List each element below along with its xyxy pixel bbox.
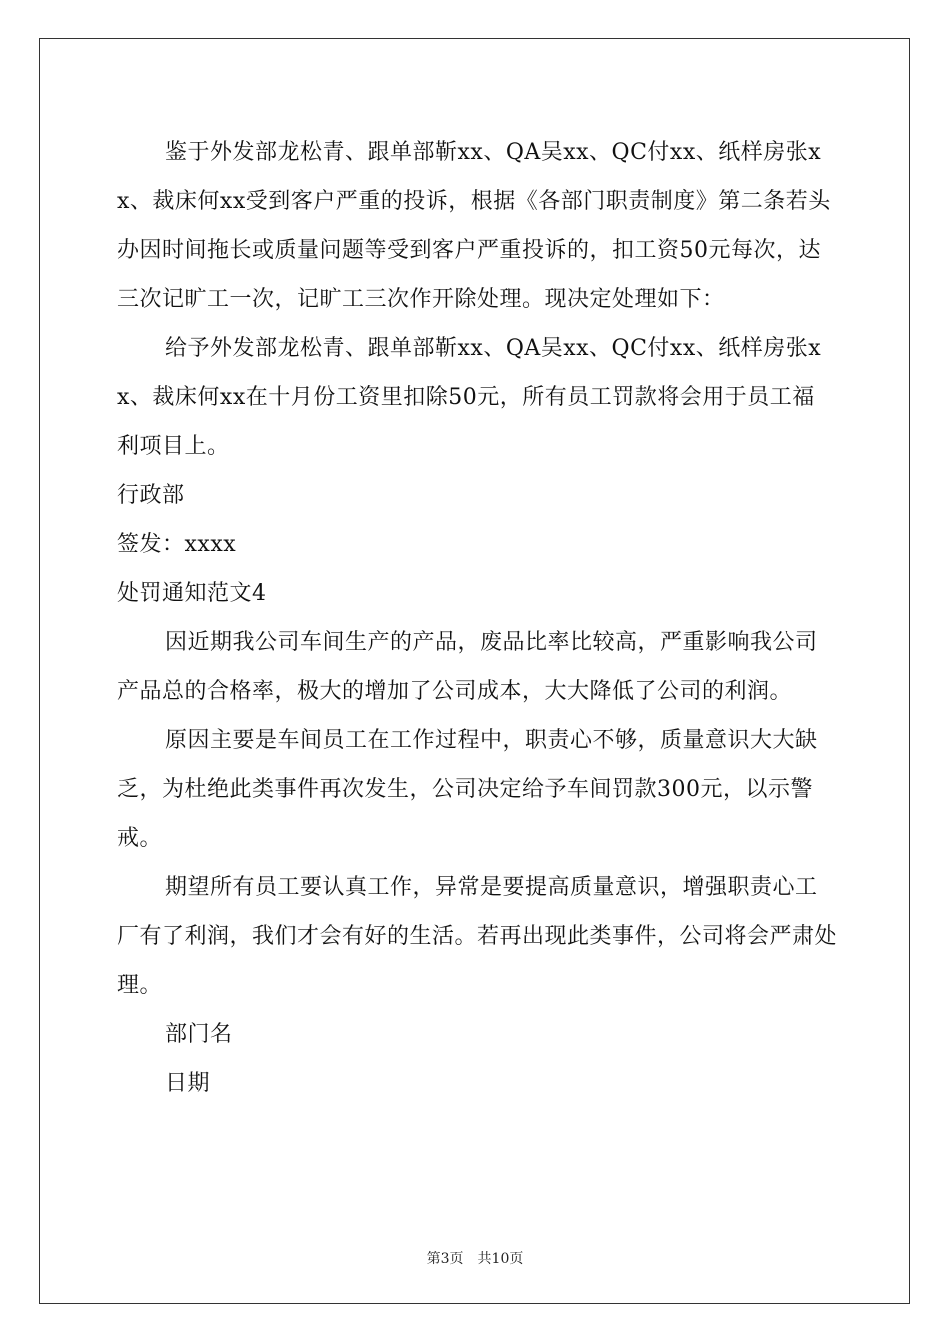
issuer-department: 行政部 <box>117 483 185 508</box>
paragraph-reason: 原因主要是车间员工在工作过程中，职责心不够，质量意识大大缺乏，为杜绝此类事件再次发生，公司决定给予车间罚款300元，以示警戒。 <box>117 728 818 851</box>
paragraph-background: 因近期我公司车间生产的产品，废品比率比较高，严重影响我公司产品总的合格率，极大的增加了公司成本，大大降低了公司的利润。 <box>117 630 818 704</box>
paragraph-complaint-notice: 鉴于外发部龙松青、跟单部靳xx、QA吴xx、QC付xx、纸样房张xx、裁床何xx受到客户严重的投诉，根据《各部门职责制度》第二条若头办因时间拖长或质量问题等受到客户严重投诉的，扣工资50元每次，达三次记旷工一次，记旷工三次作开除处理。现决定处理如下： <box>117 140 831 312</box>
page-number-footer: 第3页 共10页 <box>426 1251 524 1267</box>
issuer-signature: 签发：xxxx <box>117 532 237 557</box>
signature-date: 日期 <box>165 1071 211 1096</box>
signature-department-name: 部门名 <box>165 1022 233 1047</box>
document-body <box>117 128 837 1108</box>
paragraph-expectation: 期望所有员工要认真工作，异常是要提高质量意识，增强职责心工厂有了利润，我们才会有好的生活。若再出现此类事件，公司将会严肃处理。 <box>117 875 838 998</box>
paragraph-penalty-decision: 给予外发部龙松青、跟单部靳xx、QA吴xx、QC付xx、纸样房张xx、裁床何xx在十月份工资里扣除50元，所有员工罚款将会用于员工福利项目上。 <box>117 336 822 459</box>
section-title: 处罚通知范文4 <box>117 581 267 606</box>
